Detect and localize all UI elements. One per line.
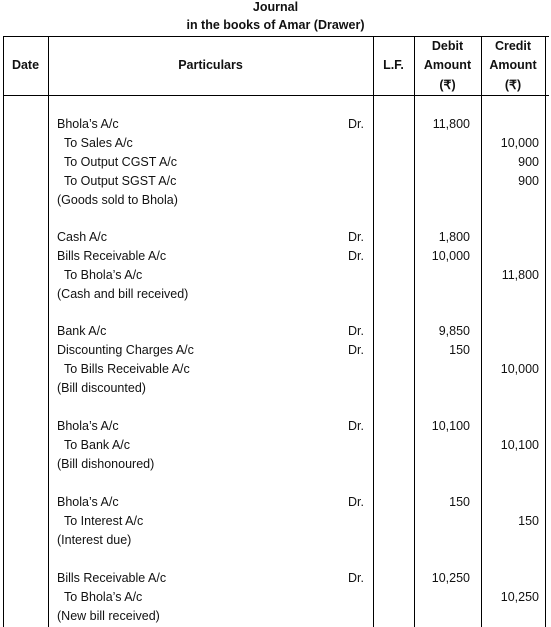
dr-marker: Dr. <box>348 419 364 433</box>
header-debit-line-2: Amount <box>423 58 472 72</box>
dr-marker: Dr. <box>348 249 364 263</box>
credit-amount: 900 <box>518 174 539 188</box>
entry-particulars: (Goods sold to Bhola) <box>57 193 178 207</box>
journal-title: Journal <box>252 0 299 14</box>
entry-particulars: Bhola’s A/c <box>57 495 119 509</box>
entry-particulars: To Bhola’s A/c <box>64 268 143 282</box>
entry-particulars: (Cash and bill received) <box>57 287 189 301</box>
credit-amount: 900 <box>518 155 539 169</box>
entry-particulars: To Sales A/c <box>64 136 133 150</box>
table-top-border <box>3 36 549 37</box>
entry-particulars: Bills Receivable A/c <box>57 571 167 585</box>
dr-marker: Dr. <box>348 495 364 509</box>
dr-marker: Dr. <box>348 230 364 244</box>
header-debit-line-1: Debit <box>431 39 464 53</box>
credit-amount: 10,000 <box>500 136 539 150</box>
dr-marker: Dr. <box>348 343 364 357</box>
entry-particulars: Bhola’s A/c <box>57 117 119 131</box>
entry-particulars: Discounting Charges A/c <box>57 343 194 357</box>
debit-amount: 9,850 <box>438 324 470 338</box>
header-bottom-border <box>3 95 549 96</box>
credit-amount: 11,800 <box>501 268 539 282</box>
entry-particulars: To Interest A/c <box>64 514 144 528</box>
header-credit-line-2: Amount <box>489 58 537 72</box>
entry-particulars: To Bills Receivable A/c <box>64 362 190 376</box>
dr-marker: Dr. <box>348 117 364 131</box>
credit-amount: 10,250 <box>500 590 539 604</box>
entry-particulars: To Output CGST A/c <box>64 155 178 169</box>
header-credit-line-1: Credit <box>494 39 532 53</box>
entry-particulars: Bills Receivable A/c <box>57 249 167 263</box>
header-particulars: Particulars <box>178 58 243 72</box>
date-divider <box>48 36 49 627</box>
debit-amount: 10,100 <box>431 419 470 433</box>
right-border <box>545 36 546 627</box>
entry-particulars: (Bill discounted) <box>57 381 146 395</box>
entry-particulars: To Bhola’s A/c <box>64 590 143 604</box>
dr-marker: Dr. <box>348 324 364 338</box>
debit-amount: 10,000 <box>431 249 470 263</box>
header-lf: L.F. <box>383 58 404 72</box>
dr-marker: Dr. <box>348 571 364 585</box>
header-date: Date <box>11 58 40 72</box>
debit-amount: 150 <box>449 495 470 509</box>
entry-particulars: Cash A/c <box>57 230 108 244</box>
debit-amount: 10,250 <box>431 571 470 585</box>
journal-subtitle: in the books of Amar (Drawer) <box>186 18 365 32</box>
entry-particulars: To Bank A/c <box>64 438 131 452</box>
entry-particulars: (Bill dishonoured) <box>57 457 155 471</box>
credit-amount: 10,100 <box>500 438 539 452</box>
header-debit-line-3: (₹) <box>439 78 456 92</box>
entry-particulars: Bhola’s A/c <box>57 419 119 433</box>
entry-particulars: (New bill received) <box>57 609 160 623</box>
debit-amount: 1,800 <box>438 230 470 244</box>
debit-amount: 11,800 <box>432 117 470 131</box>
entry-particulars: To Output SGST A/c <box>64 174 177 188</box>
entry-particulars: (Interest due) <box>57 533 132 547</box>
entry-particulars: Bank A/c <box>57 324 107 338</box>
particulars-divider <box>373 36 374 627</box>
debit-divider <box>481 36 482 627</box>
header-credit-line-3: (₹) <box>504 78 522 92</box>
credit-amount: 10,000 <box>500 362 539 376</box>
credit-amount: 150 <box>518 514 539 528</box>
left-border <box>3 36 4 627</box>
debit-amount: 150 <box>449 343 470 357</box>
